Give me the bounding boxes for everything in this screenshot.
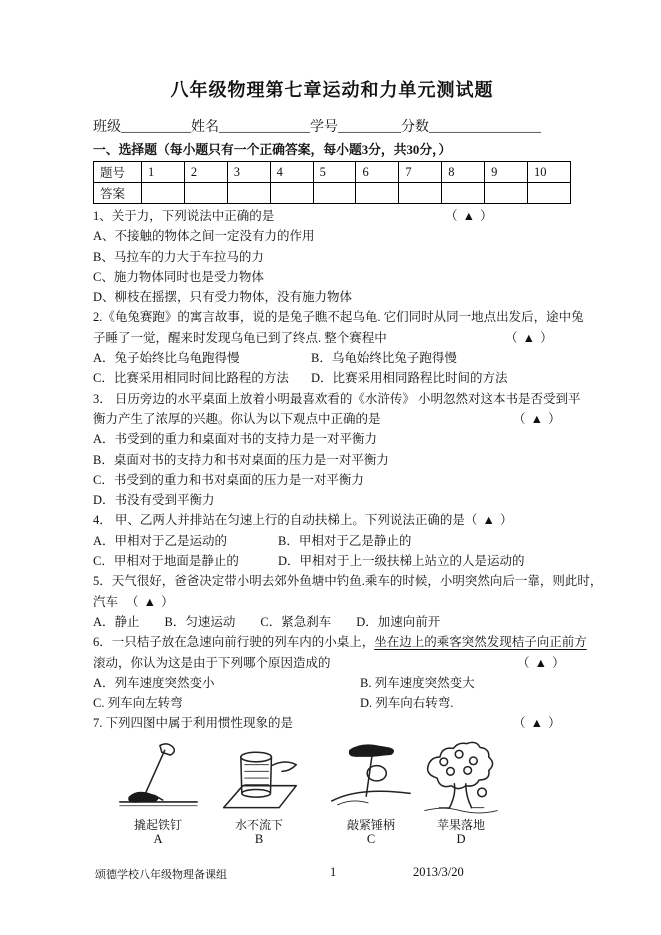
answer-blank-cell [399, 183, 442, 204]
answer-placeholder-marker: （ ▲ ） [464, 513, 514, 528]
answer-table-number-row [94, 162, 571, 183]
claw-hammer-prying-nail-illustration [115, 740, 201, 818]
answer-table-number-cell: 9 [485, 162, 528, 183]
question-1-option-a: A、不接触的物体之间一定没有力的作用 [93, 229, 315, 244]
answer-table-answer-row [94, 183, 571, 204]
question-2-option-b: B．乌龟始终比兔子跑得慢 [311, 351, 457, 366]
question-5-options-line: A．静止 B．匀速运动 C．紧急刹车 D．加速向前开 [93, 614, 441, 629]
answer-blank-cell [142, 183, 185, 204]
figure-a-letter: A [153, 831, 163, 846]
answer-table-number-cell: 7 [399, 162, 442, 183]
question-6-stem-line2: 滚动，你认为这是由于下列哪个原因造成的 （ ▲ ） [93, 653, 571, 673]
answer-table-number-cell: 3 [227, 162, 270, 183]
answer-blank-cell [485, 183, 528, 204]
answer-table-number-cell: 4 [270, 162, 313, 183]
footer-school-group: 颂德学校八年级物理备课组 [95, 869, 227, 881]
answer-table-number-cell: 8 [442, 162, 485, 183]
answer-table [93, 161, 571, 204]
question-6-option-a: A．列车速度突然变小 [93, 675, 215, 690]
answer-blank-cell [270, 183, 313, 204]
question-3-option-a: A．书受到的重力和桌面对书的支持力是一对平衡力 [93, 432, 378, 447]
answer-table-number-cell: 5 [313, 162, 356, 183]
answer-blank-cell [184, 183, 227, 204]
student-info-line: 班级__________姓名_____________学号_________分数________________ [93, 120, 541, 135]
figure-c-caption: 敲紧锤柄 [346, 817, 395, 832]
question-2-option-d: D．比赛采用相同路程比时间的方法 [311, 371, 508, 386]
question-2-option-a: A．兔子始终比乌龟跑得慢 [93, 351, 240, 366]
figure-a-caption: 撬起铁钉 [133, 817, 182, 832]
question-3-stem-line2: 衡力产生了浓厚的兴趣。你认为以下观点中正确的是 （ ▲ ） [93, 409, 571, 429]
page-content [93, 0, 603, 846]
figure-a [112, 740, 204, 846]
question-1-option-c: C、施力物体同时也是受力物体 [93, 269, 264, 284]
question-5-stem-line2: 汽车 （ ▲ ） [93, 592, 571, 612]
knocking-hammer-handle-illustration [328, 740, 414, 818]
question-3-option-d: D．书没有受到平衡力 [93, 493, 215, 508]
answer-table-number-cell: 6 [356, 162, 399, 183]
question-2-stem-line1: 2.《龟兔赛跑》的寓言故事，说的是兔子瞧不起乌龟. 它们同时从同一地点出发后，途中兔 [93, 310, 584, 325]
apple-falling-from-tree-illustration [418, 740, 504, 818]
question-5-stem-line1: 5．天气很好，爸爸决定带小明去郊外鱼塘中钓鱼.乘车的时候，小明突然向后一靠，则此时， [93, 574, 603, 589]
question-7-figures [93, 740, 571, 846]
questions-block [93, 206, 603, 846]
answer-blank-cell [528, 183, 571, 204]
figure-d-caption: 苹果落地 [436, 817, 485, 832]
question-1-option-d: D、柳枝在摇摆，只有受力物体，没有施力物体 [93, 290, 353, 305]
answer-table-number-cell: 2 [184, 162, 227, 183]
figure-b [213, 740, 305, 846]
footer-date: 2013/3/20 [413, 865, 464, 879]
question-2-options-row2 [93, 368, 571, 388]
figure-b-letter: B [254, 831, 264, 846]
question-3-stem-line1: 3． 日历旁边的水平桌面上放着小明最喜欢看的《水浒传》 小明忽然对这本书是否受到平 [93, 391, 581, 406]
question-4-option-c: C．甲相对于地面是静止的 [93, 554, 239, 569]
question-6-options-row1 [93, 673, 571, 693]
answer-placeholder-marker: （ ▲ ） [126, 594, 175, 609]
figure-c-letter: C [366, 831, 376, 846]
question-4-option-b: B．甲相对于乙是静止的 [278, 533, 412, 548]
answer-blank-cell [442, 183, 485, 204]
question-6-stem-line1: 6．一只桔子放在急速向前行驶的列车内的小桌上，坐在边上的乘客突然发现桔子向正前方 [93, 635, 587, 650]
question-2-option-c: C．比赛采用相同时间比路程的方法 [93, 371, 289, 386]
answer-table-answer-label: 答案 [94, 183, 142, 204]
question-1-option-b: B、马拉车的力大于车拉马的力 [93, 249, 264, 264]
figure-d [415, 740, 507, 846]
figure-c [325, 740, 417, 846]
question-4-options-row2 [93, 551, 571, 571]
question-4-stem: 4． 甲、乙两人并排站在匀速上行的自动扶梯上。下列说法正确的是（ ▲ ） [93, 513, 514, 528]
question-6-option-c: C. 列车向左转弯 [93, 696, 183, 711]
question-3-option-b: B．桌面对书的支持力和书对桌面的压力是一对平衡力 [93, 452, 389, 467]
question-7-stem: 7. 下列四图中属于利用惯性现象的是 （ ▲ ） [93, 713, 571, 733]
question-3-option-c: C．书受到的重力和书对桌面的压力是一对平衡力 [93, 472, 364, 487]
answer-blank-cell [356, 183, 399, 204]
answer-placeholder-marker: （ ▲ ） [513, 411, 562, 426]
answer-blank-cell [313, 183, 356, 204]
inverted-cup-of-water-illustration [216, 740, 302, 818]
question-4-option-d: D．甲相对于上一级扶梯上站立的人是运动的 [278, 554, 525, 569]
answer-placeholder-marker: （ ▲ ） [513, 716, 562, 731]
answer-table-number-cell: 10 [528, 162, 571, 183]
answer-table-number-label: 题号 [94, 162, 142, 183]
section-heading: 一、选择题（每小题只有一个正确答案，每小题3分，共30分，） [93, 143, 452, 157]
question-6-option-b: B. 列车速度突然变大 [360, 675, 475, 690]
question-4-options-row1 [93, 531, 571, 551]
footer-page-number: 1 [330, 865, 337, 879]
question-4-option-a: A．甲相对于乙是运动的 [93, 533, 228, 548]
question-2-options-row1 [93, 348, 571, 368]
answer-placeholder-marker: （ ▲ ） [505, 330, 554, 345]
question-6-underlined-text: 坐在边上的乘客突然发现桔子向正前方 [374, 635, 587, 650]
answer-blank-cell [227, 183, 270, 204]
question-6-option-d: D. 列车向右转弯. [360, 696, 454, 711]
question-6-options-row2 [93, 693, 571, 713]
answer-placeholder-marker: （ ▲ ） [445, 209, 494, 223]
answer-placeholder-marker: （ ▲ ） [517, 655, 566, 670]
figure-b-caption: 水不流下 [234, 817, 283, 832]
question-1-stem: 1、关于力，下列说法中正确的是 （ ▲ ） [93, 206, 571, 226]
answer-table-number-cell: 1 [142, 162, 185, 183]
figure-d-letter: D [456, 831, 466, 846]
page-title: 八年级物理第七章运动和力单元测试题 [170, 80, 494, 100]
question-2-stem-line2: 子睡了一觉，醒来时发现乌龟已到了终点. 整个赛程中 （ ▲ ） [93, 328, 571, 348]
